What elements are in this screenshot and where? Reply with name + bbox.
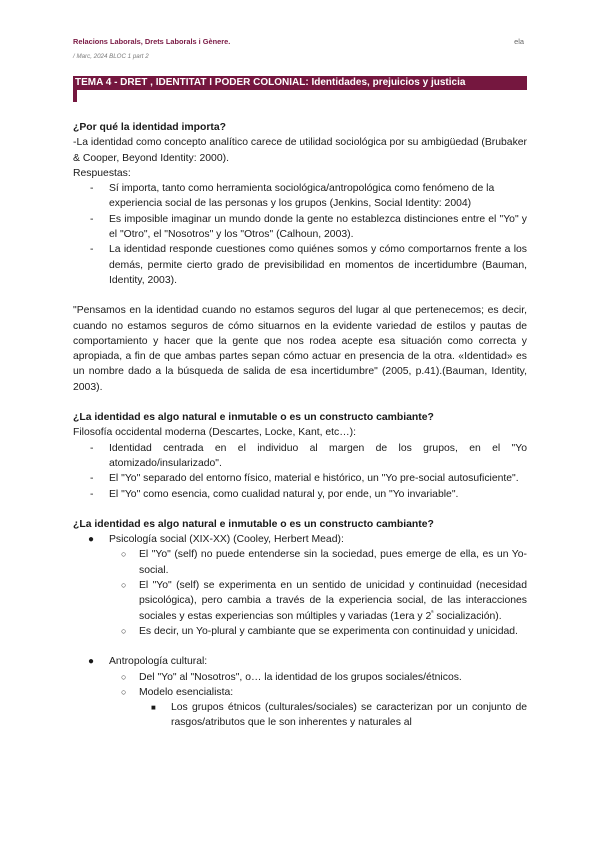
spacer [73, 395, 527, 410]
header-subtitle: / Marc, 2024 BLOC 1 part 2 [73, 53, 149, 60]
answers-label: Respuestas: [73, 167, 131, 179]
dash-marker: - [90, 488, 94, 500]
section-heading-natural-or-construct: ¿La identidad es algo natural e inmutable o es un constructo cambiante? [73, 412, 434, 424]
section-intro: -La identidad como concepto analítico carece de utilidad sociológica por su ambigüedad (Brubaker & Cooper, Beyond Identity: 2000). [73, 137, 528, 164]
spacer [73, 502, 527, 517]
dash-marker: - [90, 244, 94, 256]
answers-list [73, 181, 527, 288]
circle-marker: ○ [121, 671, 127, 682]
disciplines-list-2 [73, 654, 527, 730]
list-item: ○ Modelo esencialista: ■ Los grupos étnicos (culturales/sociales) se caracterizan por un conjunto de rasgos/atributos que le son inherentes y naturales al [109, 685, 527, 731]
philosophy-list [73, 441, 527, 502]
dash-marker: - [90, 183, 94, 195]
square-marker: ■ [151, 703, 156, 713]
spacer [73, 288, 527, 303]
list-item: ○ El "Yo" (self) se experimenta en un sentido de unicidad y continuidad (necesidad psicológica), pero cambia a través de la experiencia social, de las interacciones sociales y estas experiencias son múltiples y variadas (1era y $2^ª$ socialización). [121, 580, 527, 622]
bullet-marker: ● [88, 534, 95, 546]
list-item [73, 654, 527, 730]
psychology-label: Psicología social (XIX-XX) (Cooley, Herbert Mead): [109, 534, 344, 546]
list-item: ○ Del "Yo" al "Nosotros", o… la identidad de los grupos sociales/étnicos. [109, 670, 527, 685]
circle-marker: ○ [121, 686, 127, 697]
dash-marker: - [90, 213, 94, 225]
header-right-text: ela [514, 37, 524, 46]
banner-overflow-mark [73, 90, 77, 102]
anthropology-label: Antropología cultural: [109, 656, 208, 668]
section-heading-why-identity: ¿Por qué la identidad importa? [73, 122, 226, 133]
superscript-ordinal: ª [431, 610, 434, 617]
section-heading-natural-or-construct-2: ¿La identidad es algo natural e inmutable o es un constructo cambiante? [73, 518, 434, 530]
list-item [73, 532, 527, 639]
psychology-sublist [109, 547, 527, 639]
dash-marker: - [90, 442, 94, 454]
list-item: ○ El "Yo" (self) no puede entenderse sin la sociedad, pues emerge de ella, es un Yo-social. [121, 549, 527, 576]
bauman-quote: "Pensamos en la identidad cuando no estamos seguros del lugar al que pertenecemos; es decir, cuando no estamos seguros de cómo situarnos en la evidente variedad de estilos y pautas de comportamiento y hacer que la gente que nos rodea acepte esa situación como correcta y apropiada, a fin de que ambas partes sepan cómo actuar en presencia de la otra. «Identidad» es un nombre dado a la búsqueda de salida de esa incertidumbre" (2005, p.41).(Bauman, Identity, 2003). [73, 305, 527, 393]
topic-banner: TEMA 4 - DRET , IDENTITAT I PODER COLONIAL: Identidades, prejuicios y justicia [73, 76, 527, 90]
list-item: - Sí importa, tanto como herramienta sociológica/antropológica como fenómeno de la experiencia social de las personas y los grupos (Jenkins, Social Identity: 2004) [90, 183, 495, 210]
disciplines-list [73, 532, 527, 639]
section-intro: Filosofía occidental moderna (Descartes, Locke, Kant, etc…): [73, 427, 356, 439]
document-content [73, 120, 527, 731]
list-item: - Identidad centrada en el individuo al margen de los grupos, en el "Yo atomizado/insularizado". [90, 442, 527, 469]
essentialist-sublist [139, 700, 527, 731]
list-item: ■ Los grupos étnicos (culturales/sociales) se caracterizan por un conjunto de rasgos/atributos que le son inherentes y naturales al [151, 702, 527, 729]
bullet-marker: ● [88, 656, 95, 668]
course-title: Relacions Laborals, Drets Laborals i Gènere. [73, 37, 231, 46]
circle-marker: ○ [121, 549, 127, 560]
list-item: - El "Yo" como esencia, como cualidad natural y, por ende, un "Yo invariable". [73, 487, 527, 502]
anthropology-sublist [109, 670, 527, 731]
spacer [73, 639, 527, 654]
list-item: - La identidad responde cuestiones como quiénes somos y cómo comportarnos frente a los demás, permite cierto grado de previsibilidad en momentos de incertidumbre (Bauman, Identity, 2003). [90, 244, 527, 286]
list-item: - El "Yo" separado del entorno físico, material e histórico, un "Yo pre-social autosuficiente". [73, 471, 527, 486]
list-item: ○ Es decir, un Yo-plural y cambiante que se experimenta con continuidad y unicidad. [109, 624, 527, 639]
circle-marker: ○ [121, 580, 127, 591]
circle-marker: ○ [121, 625, 127, 636]
list-item: - Es imposible imaginar un mundo donde la gente no establezca distinciones entre el "Yo" y el "Otro", el "Nosotros" y los "Otros" (Calhoun, 2003). [90, 213, 527, 241]
dash-marker: - [90, 473, 94, 485]
